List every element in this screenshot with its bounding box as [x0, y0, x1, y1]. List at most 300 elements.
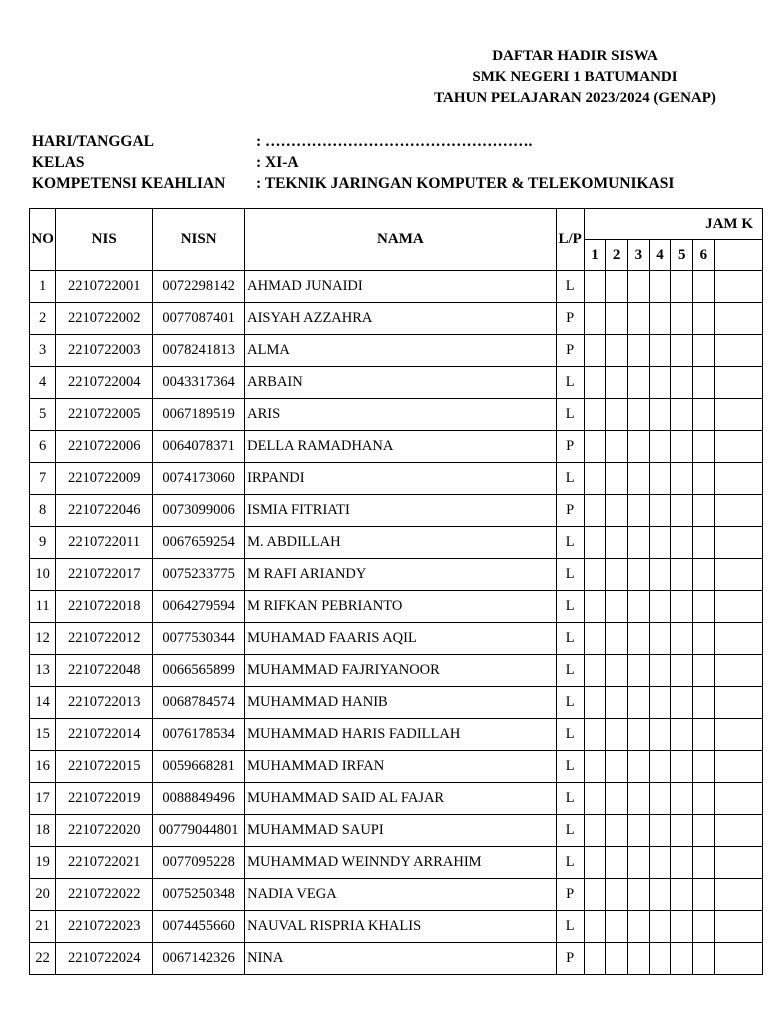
attendance-cell-jam-1[interactable]: [584, 687, 606, 719]
header-no: NO: [30, 209, 56, 271]
row-no: 11: [30, 591, 56, 623]
attendance-cell-jam-7[interactable]: [714, 367, 762, 399]
attendance-cell-jam-7[interactable]: [714, 559, 762, 591]
row-lp: P: [556, 879, 584, 911]
row-nama: ALMA: [245, 335, 557, 367]
table-row: [30, 623, 763, 655]
attendance-cell-jam-6[interactable]: [693, 431, 715, 463]
header-nisn: NISN: [153, 209, 245, 271]
attendance-cell-jam-1[interactable]: [584, 367, 606, 399]
attendance-cell-jam-7[interactable]: [714, 463, 762, 495]
attendance-cell-jam-1[interactable]: [584, 335, 606, 367]
row-lp: P: [556, 303, 584, 335]
attendance-cell-jam-4[interactable]: [649, 271, 671, 303]
row-nisn: 0077095228: [153, 847, 245, 879]
attendance-cell-jam-1[interactable]: [584, 847, 606, 879]
attendance-cell-jam-6[interactable]: [693, 815, 715, 847]
attendance-cell-jam-6[interactable]: [693, 591, 715, 623]
row-nisn: 0067659254: [153, 527, 245, 559]
attendance-cell-jam-4[interactable]: [649, 687, 671, 719]
attendance-cell-jam-3[interactable]: [628, 527, 650, 559]
attendance-cell-jam-7[interactable]: [714, 943, 762, 975]
attendance-cell-jam-2[interactable]: [606, 751, 628, 783]
header-nis: NIS: [56, 209, 153, 271]
attendance-cell-jam-3[interactable]: [628, 687, 650, 719]
row-nama: MUHAMMAD SAID AL FAJAR: [245, 783, 557, 815]
row-nisn: 0074173060: [153, 463, 245, 495]
row-no: 10: [30, 559, 56, 591]
attendance-cell-jam-2[interactable]: [606, 303, 628, 335]
attendance-cell-jam-2[interactable]: [606, 527, 628, 559]
row-no: 21: [30, 911, 56, 943]
row-lp: P: [556, 943, 584, 975]
row-nama: MUHAMMAD FAJRIYANOOR: [245, 655, 557, 687]
row-nama: NAUVAL RISPRIA KHALIS: [245, 911, 557, 943]
attendance-cell-jam-1[interactable]: [584, 911, 606, 943]
row-no: 9: [30, 527, 56, 559]
attendance-cell-jam-4[interactable]: [649, 879, 671, 911]
attendance-cell-jam-2[interactable]: [606, 687, 628, 719]
attendance-cell-jam-2[interactable]: [606, 879, 628, 911]
attendance-cell-jam-5[interactable]: [671, 687, 693, 719]
row-no: 8: [30, 495, 56, 527]
row-lp: L: [556, 655, 584, 687]
attendance-cell-jam-1[interactable]: [584, 431, 606, 463]
row-no: 12: [30, 623, 56, 655]
row-nis: 2210722020: [56, 815, 153, 847]
attendance-cell-jam-5[interactable]: [671, 303, 693, 335]
info-label: KOMPETENSI KEAHLIAN: [32, 175, 226, 192]
row-lp: P: [556, 335, 584, 367]
row-nama: M RIFKAN PEBRIANTO: [245, 591, 557, 623]
attendance-cell-jam-2[interactable]: [606, 495, 628, 527]
attendance-cell-jam-6[interactable]: [693, 943, 715, 975]
row-nis: 2210722048: [56, 655, 153, 687]
row-lp: L: [556, 591, 584, 623]
row-no: 15: [30, 719, 56, 751]
row-no: 20: [30, 879, 56, 911]
attendance-cell-jam-3[interactable]: [628, 399, 650, 431]
row-nama: MUHAMAD FAARIS AQIL: [245, 623, 557, 655]
header-jam-label: JAM K: [705, 215, 753, 232]
attendance-cell-jam-7[interactable]: [714, 527, 762, 559]
table-row: [30, 303, 763, 335]
attendance-cell-jam-1[interactable]: [584, 879, 606, 911]
table-row: [30, 783, 763, 815]
row-lp: P: [556, 495, 584, 527]
attendance-cell-jam-3[interactable]: [628, 719, 650, 751]
row-nisn: 0074455660: [153, 911, 245, 943]
attendance-cell-jam-7[interactable]: [714, 431, 762, 463]
table-row: [30, 271, 763, 303]
attendance-cell-jam-5[interactable]: [671, 591, 693, 623]
attendance-cell-jam-6[interactable]: [693, 751, 715, 783]
attendance-cell-jam-3[interactable]: [628, 591, 650, 623]
table-row: [30, 879, 763, 911]
attendance-cell-jam-1[interactable]: [584, 655, 606, 687]
attendance-cell-jam-3[interactable]: [628, 623, 650, 655]
attendance-cell-jam-7[interactable]: [714, 783, 762, 815]
attendance-cell-jam-5[interactable]: [671, 495, 693, 527]
attendance-cell-jam-4[interactable]: [649, 751, 671, 783]
row-lp: L: [556, 463, 584, 495]
attendance-cell-jam-3[interactable]: [628, 783, 650, 815]
attendance-cell-jam-7[interactable]: [714, 847, 762, 879]
header-jam-4: 4: [649, 240, 671, 271]
table-row: [30, 719, 763, 751]
attendance-cell-jam-4[interactable]: [649, 623, 671, 655]
attendance-cell-jam-7[interactable]: [714, 879, 762, 911]
attendance-cell-jam-5[interactable]: [671, 911, 693, 943]
table-row: [30, 815, 763, 847]
attendance-cell-jam-4[interactable]: [649, 527, 671, 559]
attendance-cell-jam-7[interactable]: [714, 815, 762, 847]
table-row: [30, 367, 763, 399]
row-no: 14: [30, 687, 56, 719]
header-nama: NAMA: [245, 209, 557, 271]
attendance-cell-jam-1[interactable]: [584, 495, 606, 527]
attendance-cell-jam-2[interactable]: [606, 335, 628, 367]
row-nama: M RAFI ARIANDY: [245, 559, 557, 591]
attendance-cell-jam-6[interactable]: [693, 367, 715, 399]
attendance-cell-jam-5[interactable]: [671, 719, 693, 751]
attendance-cell-jam-5[interactable]: [671, 559, 693, 591]
attendance-cell-jam-7[interactable]: [714, 303, 762, 335]
row-no: 17: [30, 783, 56, 815]
attendance-cell-jam-2[interactable]: [606, 367, 628, 399]
attendance-cell-jam-7[interactable]: [714, 623, 762, 655]
row-nis: 2210722003: [56, 335, 153, 367]
row-nisn: 0067142326: [153, 943, 245, 975]
row-lp: L: [556, 687, 584, 719]
table-row: [30, 847, 763, 879]
row-lp: L: [556, 559, 584, 591]
attendance-cell-jam-4[interactable]: [649, 719, 671, 751]
attendance-cell-jam-2[interactable]: [606, 271, 628, 303]
attendance-cell-jam-1[interactable]: [584, 751, 606, 783]
header-jam-7: [714, 240, 762, 271]
attendance-cell-jam-1[interactable]: [584, 943, 606, 975]
attendance-cell-jam-6[interactable]: [693, 559, 715, 591]
attendance-cell-jam-3[interactable]: [628, 303, 650, 335]
row-nama: NINA: [245, 943, 557, 975]
row-nama: MUHAMMAD SAUPI: [245, 815, 557, 847]
attendance-cell-jam-6[interactable]: [693, 463, 715, 495]
row-nis: 2210722021: [56, 847, 153, 879]
row-nama: NADIA VEGA: [245, 879, 557, 911]
attendance-cell-jam-4[interactable]: [649, 783, 671, 815]
table-row: [30, 527, 763, 559]
attendance-cell-jam-7[interactable]: [714, 911, 762, 943]
attendance-cell-jam-3[interactable]: [628, 271, 650, 303]
row-no: 5: [30, 399, 56, 431]
attendance-cell-jam-1[interactable]: [584, 783, 606, 815]
attendance-cell-jam-4[interactable]: [649, 399, 671, 431]
row-nama: ARIS: [245, 399, 557, 431]
row-nisn: 0064279594: [153, 591, 245, 623]
row-nisn: 0066565899: [153, 655, 245, 687]
table-row: [30, 655, 763, 687]
attendance-cell-jam-3[interactable]: [628, 335, 650, 367]
attendance-cell-jam-7[interactable]: [714, 495, 762, 527]
row-nama: AISYAH AZZAHRA: [245, 303, 557, 335]
attendance-cell-jam-5[interactable]: [671, 271, 693, 303]
row-no: 3: [30, 335, 56, 367]
attendance-cell-jam-6[interactable]: [693, 879, 715, 911]
info-label: KELAS: [32, 154, 85, 171]
row-no: 1: [30, 271, 56, 303]
row-lp: L: [556, 751, 584, 783]
row-nisn: 0075250348: [153, 879, 245, 911]
attendance-cell-jam-3[interactable]: [628, 431, 650, 463]
attendance-cell-jam-5[interactable]: [671, 367, 693, 399]
attendance-cell-jam-7[interactable]: [714, 687, 762, 719]
row-lp: L: [556, 783, 584, 815]
info-label: HARI/TANGGAL: [32, 133, 155, 150]
row-lp: L: [556, 271, 584, 303]
attendance-cell-jam-2[interactable]: [606, 719, 628, 751]
attendance-cell-jam-6[interactable]: [693, 527, 715, 559]
row-nisn: 0078241813: [153, 335, 245, 367]
attendance-cell-jam-6[interactable]: [693, 335, 715, 367]
attendance-cell-jam-5[interactable]: [671, 399, 693, 431]
attendance-cell-jam-5[interactable]: [671, 655, 693, 687]
header-jam-5: 5: [671, 240, 693, 271]
attendance-cell-jam-4[interactable]: [649, 367, 671, 399]
attendance-cell-jam-1[interactable]: [584, 303, 606, 335]
attendance-cell-jam-3[interactable]: [628, 655, 650, 687]
attendance-cell-jam-4[interactable]: [649, 495, 671, 527]
header-jam-2: 2: [606, 240, 628, 271]
attendance-cell-jam-3[interactable]: [628, 879, 650, 911]
attendance-cell-jam-5[interactable]: [671, 815, 693, 847]
attendance-table: [29, 208, 763, 975]
attendance-cell-jam-4[interactable]: [649, 655, 671, 687]
attendance-cell-jam-5[interactable]: [671, 623, 693, 655]
row-nis: 2210722012: [56, 623, 153, 655]
attendance-cell-jam-2[interactable]: [606, 911, 628, 943]
row-nis: 2210722017: [56, 559, 153, 591]
attendance-cell-jam-2[interactable]: [606, 399, 628, 431]
attendance-cell-jam-5[interactable]: [671, 783, 693, 815]
attendance-cell-jam-2[interactable]: [606, 655, 628, 687]
row-nis: 2210722018: [56, 591, 153, 623]
attendance-cell-jam-6[interactable]: [693, 783, 715, 815]
row-nis: 2210722015: [56, 751, 153, 783]
attendance-cell-jam-1[interactable]: [584, 591, 606, 623]
row-lp: P: [556, 431, 584, 463]
attendance-cell-jam-1[interactable]: [584, 623, 606, 655]
attendance-cell-jam-5[interactable]: [671, 751, 693, 783]
attendance-cell-jam-4[interactable]: [649, 559, 671, 591]
row-nis: 2210722014: [56, 719, 153, 751]
title-line-3: TAHUN PELAJARAN 2023/2024 (GENAP): [434, 90, 716, 106]
attendance-cell-jam-6[interactable]: [693, 495, 715, 527]
table-row: [30, 495, 763, 527]
attendance-cell-jam-3[interactable]: [628, 911, 650, 943]
attendance-cell-jam-7[interactable]: [714, 719, 762, 751]
row-lp: L: [556, 623, 584, 655]
row-nisn: 0064078371: [153, 431, 245, 463]
row-nis: 2210722011: [56, 527, 153, 559]
attendance-cell-jam-5[interactable]: [671, 879, 693, 911]
attendance-cell-jam-3[interactable]: [628, 847, 650, 879]
attendance-cell-jam-3[interactable]: [628, 943, 650, 975]
row-no: 19: [30, 847, 56, 879]
row-lp: L: [556, 847, 584, 879]
attendance-cell-jam-2[interactable]: [606, 591, 628, 623]
attendance-cell-jam-7[interactable]: [714, 751, 762, 783]
attendance-cell-jam-3[interactable]: [628, 751, 650, 783]
attendance-cell-jam-6[interactable]: [693, 399, 715, 431]
attendance-cell-jam-3[interactable]: [628, 367, 650, 399]
attendance-cell-jam-6[interactable]: [693, 655, 715, 687]
header-jam: [584, 209, 762, 240]
table-row: [30, 751, 763, 783]
row-nama: M. ABDILLAH: [245, 527, 557, 559]
info-value: : …………………………………………….: [256, 133, 533, 150]
attendance-cell-jam-5[interactable]: [671, 943, 693, 975]
row-no: 2: [30, 303, 56, 335]
row-lp: L: [556, 911, 584, 943]
attendance-cell-jam-2[interactable]: [606, 431, 628, 463]
row-nama: AHMAD JUNAIDI: [245, 271, 557, 303]
row-nama: ARBAIN: [245, 367, 557, 399]
row-nis: 2210722001: [56, 271, 153, 303]
attendance-cell-jam-2[interactable]: [606, 623, 628, 655]
row-nisn: 0072298142: [153, 271, 245, 303]
attendance-cell-jam-6[interactable]: [693, 271, 715, 303]
row-no: 6: [30, 431, 56, 463]
table-body: [30, 271, 763, 975]
row-lp: L: [556, 815, 584, 847]
header-lp: L/P: [556, 209, 584, 271]
attendance-cell-jam-7[interactable]: [714, 399, 762, 431]
attendance-cell-jam-4[interactable]: [649, 911, 671, 943]
header-jam-3: 3: [628, 240, 650, 271]
table-row: [30, 687, 763, 719]
attendance-cell-jam-3[interactable]: [628, 559, 650, 591]
attendance-cell-jam-5[interactable]: [671, 527, 693, 559]
attendance-cell-jam-6[interactable]: [693, 847, 715, 879]
attendance-cell-jam-1[interactable]: [584, 719, 606, 751]
attendance-cell-jam-5[interactable]: [671, 463, 693, 495]
attendance-cell-jam-7[interactable]: [714, 335, 762, 367]
attendance-cell-jam-7[interactable]: [714, 591, 762, 623]
attendance-cell-jam-4[interactable]: [649, 463, 671, 495]
attendance-cell-jam-2[interactable]: [606, 783, 628, 815]
attendance-cell-jam-1[interactable]: [584, 463, 606, 495]
attendance-cell-jam-2[interactable]: [606, 463, 628, 495]
attendance-cell-jam-1[interactable]: [584, 815, 606, 847]
attendance-cell-jam-3[interactable]: [628, 495, 650, 527]
header-jam-6: 6: [693, 240, 715, 271]
attendance-cell-jam-1[interactable]: [584, 527, 606, 559]
row-no: 4: [30, 367, 56, 399]
row-nisn: 0075233775: [153, 559, 245, 591]
attendance-cell-jam-4[interactable]: [649, 431, 671, 463]
table-row: [30, 431, 763, 463]
attendance-cell-jam-4[interactable]: [649, 847, 671, 879]
row-nis: 2210722046: [56, 495, 153, 527]
row-nisn: 0067189519: [153, 399, 245, 431]
row-nisn: 0076178534: [153, 719, 245, 751]
attendance-cell-jam-5[interactable]: [671, 847, 693, 879]
attendance-cell-jam-2[interactable]: [606, 943, 628, 975]
attendance-cell-jam-6[interactable]: [693, 303, 715, 335]
table-row: [30, 463, 763, 495]
attendance-cell-jam-1[interactable]: [584, 399, 606, 431]
row-nisn: 0077087401: [153, 303, 245, 335]
row-nisn: 0088849496: [153, 783, 245, 815]
row-nis: 2210722019: [56, 783, 153, 815]
table-row: [30, 591, 763, 623]
attendance-cell-jam-3[interactable]: [628, 463, 650, 495]
row-nama: DELLA RAMADHANA: [245, 431, 557, 463]
row-nisn: 00779044801: [153, 815, 245, 847]
row-nis: 2210722002: [56, 303, 153, 335]
row-nis: 2210722024: [56, 943, 153, 975]
attendance-cell-jam-6[interactable]: [693, 687, 715, 719]
table-row: [30, 911, 763, 943]
attendance-cell-jam-4[interactable]: [649, 335, 671, 367]
attendance-cell-jam-4[interactable]: [649, 943, 671, 975]
row-nisn: 0068784574: [153, 687, 245, 719]
table-row: [30, 943, 763, 975]
attendance-cell-jam-6[interactable]: [693, 623, 715, 655]
row-nisn: 0073099006: [153, 495, 245, 527]
row-nisn: 0059668281: [153, 751, 245, 783]
attendance-cell-jam-6[interactable]: [693, 911, 715, 943]
attendance-cell-jam-1[interactable]: [584, 271, 606, 303]
title-line-2: SMK NEGERI 1 BATUMANDI: [472, 69, 678, 85]
attendance-cell-jam-6[interactable]: [693, 719, 715, 751]
row-no: 22: [30, 943, 56, 975]
attendance-cell-jam-7[interactable]: [714, 655, 762, 687]
row-no: 7: [30, 463, 56, 495]
attendance-cell-jam-7[interactable]: [714, 271, 762, 303]
attendance-cell-jam-4[interactable]: [649, 303, 671, 335]
row-nama: MUHAMMAD HANIB: [245, 687, 557, 719]
attendance-cell-jam-2[interactable]: [606, 815, 628, 847]
row-no: 18: [30, 815, 56, 847]
info-value: : TEKNIK JARINGAN KOMPUTER & TELEKOMUNIKASI: [256, 175, 675, 192]
header-jam-1: 1: [584, 240, 606, 271]
row-nama: ISMIA FITRIATI: [245, 495, 557, 527]
attendance-cell-jam-5[interactable]: [671, 431, 693, 463]
attendance-cell-jam-4[interactable]: [649, 815, 671, 847]
attendance-cell-jam-2[interactable]: [606, 559, 628, 591]
attendance-cell-jam-5[interactable]: [671, 335, 693, 367]
info-value: : XI-A: [256, 154, 299, 171]
row-nisn: 0077530344: [153, 623, 245, 655]
table-row: [30, 335, 763, 367]
table-row: [30, 399, 763, 431]
row-nis: 2210722022: [56, 879, 153, 911]
attendance-cell-jam-1[interactable]: [584, 559, 606, 591]
row-nama: MUHAMMAD HARIS FADILLAH: [245, 719, 557, 751]
attendance-cell-jam-3[interactable]: [628, 815, 650, 847]
title-line-1: DAFTAR HADIR SISWA: [492, 48, 658, 64]
row-lp: L: [556, 719, 584, 751]
row-nama: IRPANDI: [245, 463, 557, 495]
row-no: 13: [30, 655, 56, 687]
table-row: [30, 559, 763, 591]
attendance-cell-jam-4[interactable]: [649, 591, 671, 623]
attendance-cell-jam-2[interactable]: [606, 847, 628, 879]
row-nis: 2210722009: [56, 463, 153, 495]
row-nis: 2210722005: [56, 399, 153, 431]
